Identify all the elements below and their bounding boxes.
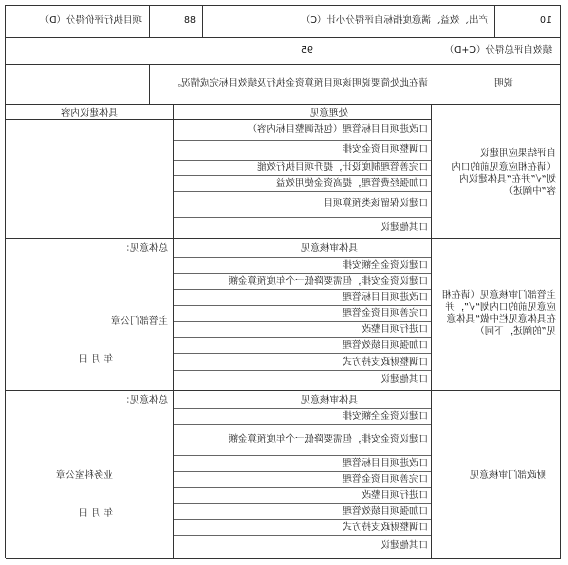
specific-header: 具体建议内容 xyxy=(60,108,118,119)
line xyxy=(174,273,432,274)
line xyxy=(174,337,432,338)
line xyxy=(174,408,432,409)
finance-specific: 具体审核意见 xyxy=(300,395,358,406)
self-opinion-item: 口加强经费管理，提高资金使用效益 xyxy=(275,178,428,189)
finance-item: 口调整财政支持方式 xyxy=(342,522,428,533)
department-seal: 主管部门公章 xyxy=(110,316,168,327)
line xyxy=(174,191,432,192)
line xyxy=(5,5,6,558)
line xyxy=(174,424,432,425)
finance-item: 口建议资金全额安排 xyxy=(342,411,428,422)
line xyxy=(174,289,432,290)
line xyxy=(6,37,561,38)
line xyxy=(174,471,432,472)
finance-date: 年 月 日 xyxy=(78,508,113,519)
line xyxy=(174,535,432,536)
line xyxy=(6,558,561,559)
finance-item: 口完善项目资金管理 xyxy=(342,474,428,485)
opinion-header: 处理意见 xyxy=(309,108,348,119)
department-item: 口进行项目整改 xyxy=(361,324,428,335)
description-label: 说明 xyxy=(493,78,513,89)
finance-item: 口加强项目绩效管理 xyxy=(342,506,428,517)
total-value: 95 xyxy=(300,45,313,56)
self-opinion-title: 自评结果应用建议 xyxy=(479,148,556,159)
department-date: 年 月 日 xyxy=(78,354,113,365)
department-item: 口建议资金安排，但需要降低一个年度预算金额 xyxy=(228,276,428,287)
finance-item: 口其他建议 xyxy=(380,540,428,551)
page-number: 10 xyxy=(539,15,552,26)
department-item: 口建议资金全额安排 xyxy=(342,260,428,271)
line xyxy=(174,321,432,322)
line xyxy=(560,5,561,558)
score-value: 88 xyxy=(183,15,196,26)
line xyxy=(174,519,432,520)
line xyxy=(202,5,203,37)
finance-label: 财政部门审核意见 xyxy=(469,470,546,481)
line xyxy=(6,390,561,391)
self-opinion-item: 口改进项目目标管理（包括调整目标内容） xyxy=(247,124,428,135)
department-item: 口其他建议 xyxy=(380,374,428,385)
line xyxy=(494,5,495,37)
self-opinion-item: 口完善管理制度设计，提升项目执行效能 xyxy=(256,162,428,173)
department-label: 主管部门审核意见（请在相应意见前的口内划“√”，并在具体意见栏中做“具体意见”的阐述，下同） xyxy=(441,290,556,337)
score-label: 项目执行评价得分（D） xyxy=(39,15,142,26)
department-overall: 总体意见： xyxy=(120,243,168,254)
department-specific: 具体审核意见 xyxy=(300,243,358,254)
self-opinion-item: 口其他建议 xyxy=(380,222,428,233)
line xyxy=(174,487,432,488)
line xyxy=(174,370,432,371)
line xyxy=(174,160,432,161)
line xyxy=(149,64,150,104)
line xyxy=(431,104,432,558)
subtotal-label: 产出、效益、满意度指标自评得分小计（C） xyxy=(300,15,488,26)
finance-item: 口改进项目目标管理 xyxy=(342,458,428,469)
total-label: 绩效自评总得分（C+D） xyxy=(444,45,552,56)
line xyxy=(6,238,561,239)
description-text: 请在此处简要说明该项目预算资金执行及绩效目标完成情况。 xyxy=(171,78,428,89)
line xyxy=(149,5,150,37)
finance-item: 口进行项目整改 xyxy=(361,490,428,501)
line xyxy=(6,104,561,105)
line xyxy=(173,104,174,558)
finance-overall: 总体意见： xyxy=(120,395,168,406)
line xyxy=(174,257,432,258)
department-item: 口改进项目目标管理 xyxy=(342,292,428,303)
line xyxy=(6,64,561,65)
department-item: 口调整财政支持方式 xyxy=(342,357,428,368)
line xyxy=(6,5,561,6)
line xyxy=(174,217,432,218)
finance-seal: 业务科室公章 xyxy=(55,470,113,481)
finance-item: 口建议资金安排，但需要降低一个年度预算金额 xyxy=(228,434,428,445)
department-item: 口完善项目资金管理 xyxy=(342,308,428,319)
department-item: 口加强项目绩效管理 xyxy=(342,340,428,351)
self-opinion-item: 口建议保留该类预算项目 xyxy=(323,198,428,209)
line xyxy=(174,455,432,456)
line xyxy=(174,353,432,354)
line xyxy=(174,305,432,306)
self-opinion-hint: （请在相应意见前的口内划“√”并在“具体建议内容”中阐述） xyxy=(451,162,556,197)
self-opinion-item: 口调整项目资金安排 xyxy=(342,144,428,155)
line xyxy=(174,175,432,176)
line xyxy=(174,140,432,141)
line xyxy=(174,503,432,504)
